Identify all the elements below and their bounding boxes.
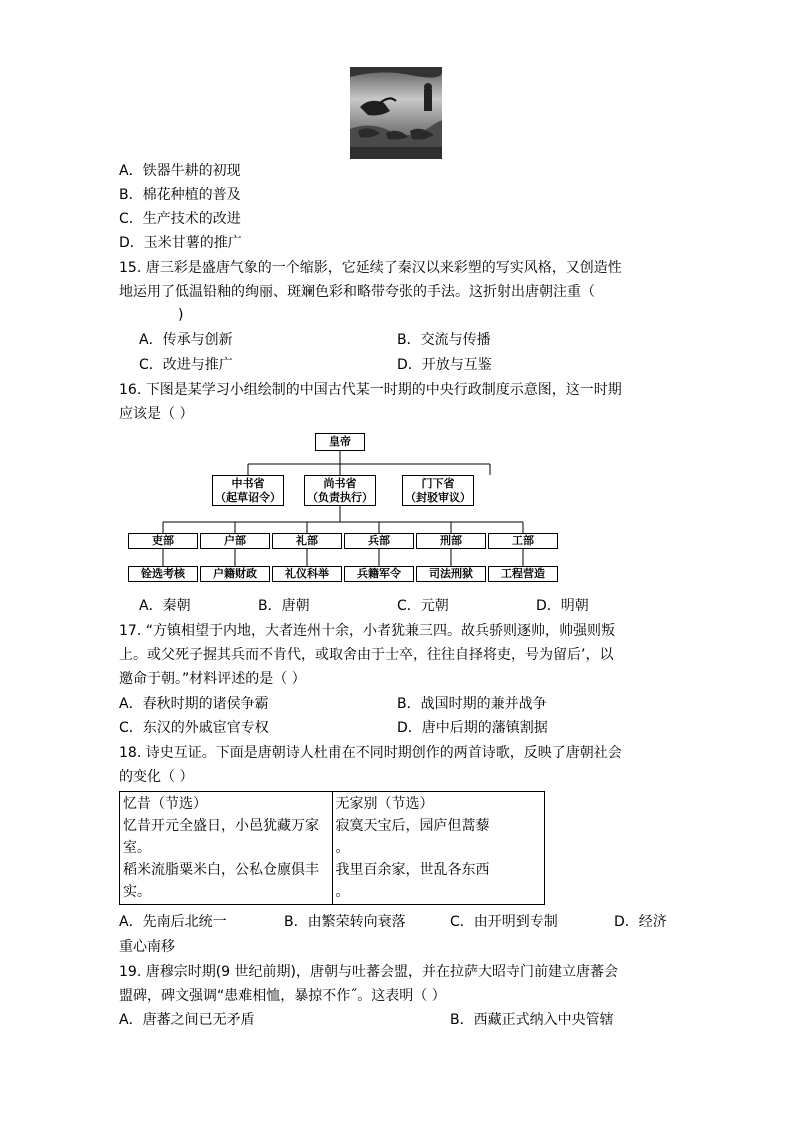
q14-option-a: A．铁器牛耕的初现 — [119, 163, 241, 179]
q18-option-b: B．由繁荣转向衰落 — [284, 914, 406, 930]
q16-option-d: D．明朝 — [536, 598, 589, 614]
central-government-diagram — [125, 430, 555, 590]
q16-option-b: B．唐朝 — [258, 598, 310, 614]
duty-box: 兵籍军令 — [344, 566, 414, 582]
q17-stem-line1: 17. “方镇相望于内地，大者连州十余，小者犹兼三四。故兵骄则逐帅，帅强则叛 — [119, 623, 615, 639]
poem-line: 忆昔开元全盛日，小邑犹藏万家 — [123, 818, 319, 834]
poem-line: 我里百余家，世乱各东西 — [335, 862, 490, 878]
poem-wujiabie-cell — [332, 792, 545, 905]
q14-option-b: B．棉花种植的普及 — [119, 187, 241, 203]
q19-option-a: A．唐蕃之间已无矛盾 — [119, 1012, 255, 1028]
dept-box: 户部 — [200, 533, 270, 549]
zhongshu-name: 中书省 — [231, 477, 265, 490]
menxia-box — [402, 475, 474, 506]
dept-box: 兵部 — [344, 533, 414, 549]
q17-option-d: D．唐中后期的藩镇割据 — [397, 720, 548, 736]
dept-box: 工部 — [488, 533, 558, 549]
q17-option-c: C．东汉的外戚宦官专权 — [119, 720, 269, 736]
tang-farming-photo — [350, 67, 442, 159]
poem-line: 。 — [335, 840, 350, 856]
poem-line: 寂寞天宝后，园庐但蒿藜 — [335, 818, 490, 834]
q17-option-b: B．战国时期的兼并战争 — [397, 696, 547, 712]
dept-box: 刑部 — [416, 533, 486, 549]
shangshu-box — [304, 475, 376, 506]
q17-option-a: A．春秋时期的诸侯争霸 — [119, 696, 269, 712]
q18-option-d-cont: 重心南移 — [119, 939, 175, 955]
emperor-box: 皇帝 — [315, 433, 365, 451]
q15-option-c: C．改进与推广 — [139, 357, 233, 373]
q18-stem-line1: 18. 诗史互证。下面是唐朝诗人杜甫在不同时期创作的两首诗歌，反映了唐朝社会 — [119, 745, 622, 761]
q15-stem-line2: 地运用了低温铅釉的绚丽、斑斓色彩和略带夸张的手法。这折射出唐朝注重（ — [119, 284, 595, 300]
menxia-name: 门下省 — [421, 477, 455, 490]
q14-option-c: C．生产技术的改进 — [119, 211, 241, 227]
poem-yixi-cell — [120, 792, 333, 905]
q15-option-a: A．传承与创新 — [139, 332, 233, 348]
q16-stem-line2: 应该是（ ） — [119, 406, 194, 422]
q18-option-a: A．先南后北统一 — [119, 914, 227, 930]
q15-option-d: D．开放与互鉴 — [397, 357, 492, 373]
q15-stem-line3: ) — [178, 307, 184, 323]
q19-option-b: B．西藏正式纳入中央管辖 — [450, 1012, 614, 1028]
q14-option-d: D．玉米甘薯的推广 — [119, 235, 242, 251]
duty-box: 司法刑狱 — [416, 566, 486, 582]
duty-box: 工程营造 — [488, 566, 558, 582]
q16-option-c: C．元朝 — [397, 598, 449, 614]
q18-stem-line2: 的变化（ ） — [119, 769, 194, 785]
q17-stem-line2: 上。或父死子握其兵而不肯代，或取舍由于士卒，往往自择将吏，号为留后’，以 — [119, 647, 614, 663]
zhongshu-role: （起草诏令） — [215, 491, 281, 504]
dept-box: 吏部 — [128, 533, 198, 549]
duty-box: 铨选考核 — [128, 566, 198, 582]
menxia-role: （封驳审议） — [405, 491, 471, 504]
zhongshu-box — [212, 475, 284, 506]
poem-title: 无家别（节选） — [335, 796, 434, 812]
shangshu-name: 尚书省 — [323, 477, 357, 490]
q17-stem-line3: 邀命于朝。”材料评述的是（ ） — [119, 671, 306, 687]
poem-line: 室。 — [123, 840, 151, 856]
q16-stem-line1: 16. 下图是某学习小组绘制的中国古代某一时期的中央行政制度示意图，这一时期 — [119, 382, 622, 398]
q15-stem-line1: 15. 唐三彩是盛唐气象的一个缩影，它延续了秦汉以来彩塑的写实风格，又创造性 — [119, 260, 622, 276]
poem-line: 。 — [335, 884, 350, 900]
shangshu-role: （负责执行） — [307, 491, 373, 504]
duty-box: 礼仪科举 — [272, 566, 342, 582]
poem-table — [119, 791, 545, 905]
dept-box: 礼部 — [272, 533, 342, 549]
q16-option-a: A．秦朝 — [139, 598, 191, 614]
q15-option-b: B．交流与传播 — [397, 332, 491, 348]
poem-line: 稻米流脂粟米白，公私仓廪俱丰 — [123, 862, 319, 878]
poem-title: 忆昔（节选） — [123, 796, 207, 812]
poem-line: 实。 — [123, 884, 151, 900]
q19-stem-line1: 19. 唐穆宗时期(9 世纪前期)，唐朝与吐蕃会盟，并在拉萨大昭寺门前建立唐蕃会 — [119, 964, 618, 980]
q18-option-d: D．经济 — [614, 914, 667, 930]
q19-stem-line2: 盟碑，碑文强调“患难相恤，暴掠不作˝。这表明（ ） — [119, 988, 446, 1004]
duty-box: 户籍财政 — [200, 566, 270, 582]
q18-option-c: C．由开明到专制 — [450, 914, 558, 930]
